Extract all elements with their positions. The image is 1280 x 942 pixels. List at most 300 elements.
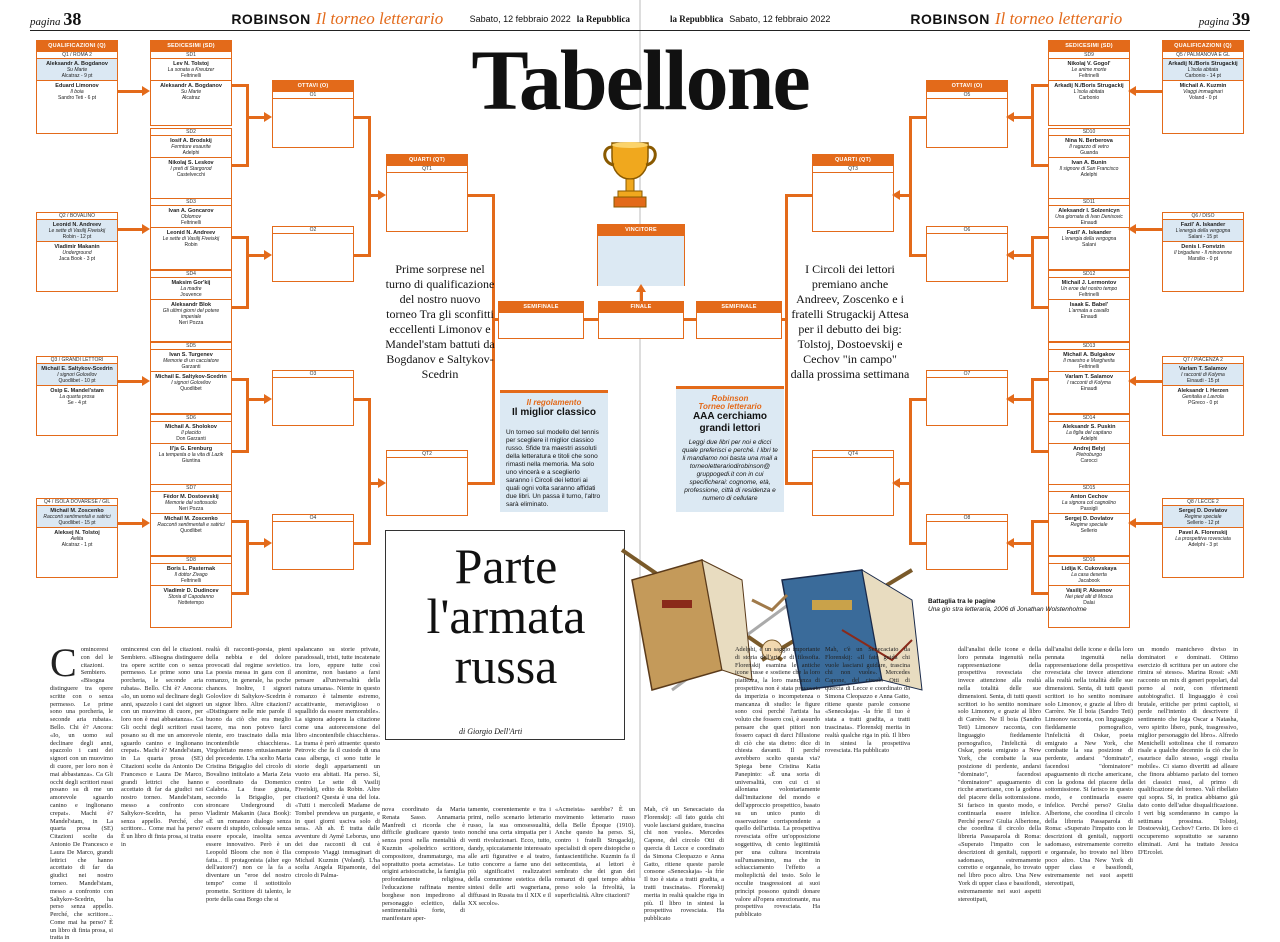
round-of-32-box xyxy=(150,342,232,414)
arrow-icon xyxy=(264,538,272,548)
author-name: Anton Cechov xyxy=(1070,494,1108,500)
round-of-32-box xyxy=(150,556,232,628)
match-label: O2 xyxy=(273,227,353,234)
book-title: Racconti sentimentali e satirici xyxy=(157,522,225,528)
match-label: SD4 xyxy=(151,271,231,278)
arrow-icon xyxy=(1006,250,1014,260)
round-of-32-box xyxy=(150,40,232,126)
author-name: Pavel A. Florenskij xyxy=(1178,530,1228,536)
article-col-1 xyxy=(50,640,113,942)
match-entry xyxy=(151,372,231,393)
match-entry xyxy=(151,492,231,513)
story-headline-box xyxy=(385,530,625,740)
publisher: Robin xyxy=(184,242,198,248)
arrow-icon xyxy=(264,394,272,404)
match-label: O5 xyxy=(927,92,1007,99)
author-name: Varlam T. Salamov xyxy=(1065,374,1113,380)
book-title: Fermture esaurite xyxy=(171,144,211,150)
publisher: Se - 4 pt xyxy=(67,400,87,406)
connector xyxy=(354,254,368,257)
connector xyxy=(909,398,912,545)
book-title: La figlia del capitano xyxy=(1066,430,1112,436)
match-label: QT1 xyxy=(387,166,467,173)
match-entry xyxy=(1049,228,1129,249)
book-title: Il signore di San Francisco xyxy=(1059,166,1119,172)
qualification-entry xyxy=(37,386,117,407)
deck-left: Prime sorprese nel turno di qualificazione del nostro nuovo torneo Tra gli sconfitti eccellenti Limonov e Mandel'stam battuti da Bogdanov e Saltykov-Scedrin xyxy=(385,262,495,381)
publisher: Passigli xyxy=(1080,506,1098,512)
qualification-entry xyxy=(37,364,117,385)
match-label: O6 xyxy=(927,227,1007,234)
publisher: Garzanti xyxy=(181,364,201,370)
round-of-32-box xyxy=(150,198,232,270)
match-entry xyxy=(151,350,231,371)
arrow-icon xyxy=(1128,518,1136,528)
connector xyxy=(1014,398,1034,401)
connector xyxy=(354,116,368,119)
arrow-icon xyxy=(1006,538,1014,548)
dropcap: C xyxy=(50,640,77,685)
connector xyxy=(1034,450,1048,453)
caption-title: Battaglia tra le pagine xyxy=(928,598,996,605)
publisher: PGreco - 0 pt xyxy=(1188,400,1218,406)
arrow-icon xyxy=(1006,394,1014,404)
qualification-entry xyxy=(37,81,117,102)
match-entry xyxy=(151,158,231,179)
book-title: La sonata a Kreutzer xyxy=(167,67,215,73)
paper-left: la Repubblica xyxy=(576,14,630,24)
qualification-entry xyxy=(37,59,117,80)
book-title: Underground xyxy=(62,250,92,256)
publisher: Quodlibet - 10 pt xyxy=(58,378,96,384)
publisher: Robin - 12 pt xyxy=(62,234,92,240)
publisher: Nottetempo xyxy=(178,600,204,606)
round-of-16-header: OTTAVI (O) xyxy=(273,81,353,92)
publisher: Dalai xyxy=(1083,600,1095,606)
publisher: Sellerio xyxy=(1080,528,1098,534)
book-title: I signori Golovliov xyxy=(171,380,211,386)
rules-box xyxy=(500,390,608,512)
publisher: Feltrinelli xyxy=(180,73,201,79)
match-entry xyxy=(1049,278,1129,299)
connector xyxy=(118,380,144,383)
arrow-icon xyxy=(378,478,386,488)
author-name: Maksim Gor'kij xyxy=(171,280,211,286)
publisher: Castelvecchi xyxy=(176,172,206,178)
connector xyxy=(1034,306,1048,309)
qualification-entry xyxy=(37,220,117,241)
match-label: O8 xyxy=(927,515,1007,522)
recruit-body: Leggi due libri per noi e dicci quale preferisci e perché. I libri te li mandiamo noi basta una mail a torneoletterariodirobinson@ gruppogedi.it con in cui specificherai: cognome, età, professione, città di residenza e numero di cellulare xyxy=(682,439,778,502)
book-title: Oblomov xyxy=(180,214,201,220)
quarterfinal-box xyxy=(812,154,894,232)
headline-tabellone: Tabellone xyxy=(471,32,809,128)
article-col-9a: dall'analisi delle icone e della loro pennata ingenuità nella rappresentazione della prospettiva rovesciata che invece attenzione alla realtà nella totalità delle sue dimensioni. Senta, di tutti questi scrittori io ho sentito nominare solo Limonov, e grazie al libro di Carrère. Ne Il boia (Sandro Teti) Limonov racconta, con linguaggio fieddamente pornografico, l'infelicità di Oskar, poeta emigrato a New York, che combatte la sua posizione di perdente, andarsi "dominato", facendosi "dominatore" apaguamento di ricche americane, con la godona del piacere della sottomissione. Si farisco in questo modo, e continuarla essere infelice. Perché perso? Giulia Albertone, che coordina il circolo della libreria Passaparola di Roma: «Superato l'impatto con le descrizioni di genitali, rapporti sadomaso, estremamente corretto e organnale, ho trovato nel libro poco altro. Una New York di upper class e bassifondi, estremamente nei suoi aspetti stereotipati, xyxy=(958,646,1041,903)
round-of-32-box xyxy=(1048,342,1130,414)
publisher: Alcatraz - 1 pt xyxy=(61,542,93,548)
author-name: Varlam T. Salamov xyxy=(1179,366,1227,372)
connector xyxy=(788,482,812,485)
book-title: I racconti di Kolyma xyxy=(1067,380,1111,386)
author-name: Isaak E. Babel' xyxy=(1069,302,1109,308)
qualification-round-label: Q3 / GRANDI LETTORI xyxy=(37,357,117,364)
publisher: Carocci xyxy=(1080,458,1098,464)
winner-slot xyxy=(598,236,684,286)
match-entry xyxy=(151,586,231,607)
connector xyxy=(909,116,912,257)
match-entry xyxy=(1049,372,1129,393)
publisher: Einaudi - 15 pt xyxy=(1186,378,1220,384)
winner-label: VINCITORE xyxy=(598,225,684,236)
article-col-10: un mondo manichevo diviso in dominatori e dominati. Ottimo esercizio di scrittura per un autore che rimira sé stesso». Marina Rossi: «Mi racconto un mix di generi popolari, dal porno al noir, con riferimenti autobiografici. Il linguaggio è così brutale, eritiche per primi capitoli, si perde nell'intento di descrivere il sentimento che lega Oscar a Natasha, vero spirito libero, punk, trasgressivo, miglior personaggio del libro». Alfredo Menichelli sottolinea che il romanzo risale a qualche decennio fa ciò che lo esaurisce dallo stesso, «oggi risulta mobile». Ci siamo divertiti ad alleare che finora abbiamo parlato del torneo dei classici russi, al primo di qualificazione del torneo. Valì ribellato qui sopra. Sì, in pratica abbiamo già dato conto dell'adue disqualificazione. I veri big scenderanno in campo la settimana prossima. Tolstoj, Dostoevskij, Cechov? Certo. Di loro ci occuperemo soprattutto se saranno eliminati. Ami ha trattato Jessica D'Ercolei. xyxy=(1138,646,1238,856)
qualification-entry xyxy=(1163,386,1243,407)
publisher: Einaudi xyxy=(1080,314,1098,320)
connector xyxy=(468,482,492,485)
match-label: SD7 xyxy=(151,485,231,492)
publisher: Salani - 15 pt xyxy=(1188,234,1218,240)
round-of-16-box xyxy=(272,226,354,282)
author-name: Nikolaj V. Gogol' xyxy=(1067,61,1111,67)
quarterfinal-box xyxy=(386,154,468,232)
publisher: Quodlibet xyxy=(180,386,202,392)
match-entry xyxy=(151,514,231,535)
publisher: Giuntina xyxy=(181,458,201,464)
match-entry xyxy=(151,81,231,102)
publisher: Neri Pozza xyxy=(178,320,204,326)
round-of-16-box xyxy=(272,370,354,426)
connector xyxy=(684,318,696,321)
author-name: Osip E. Mandel'stam xyxy=(50,388,104,394)
section-right: Il torneo letterario xyxy=(994,9,1123,28)
publisher: Salani xyxy=(1082,242,1096,248)
author-name: Michail A. Sholokov xyxy=(165,424,217,430)
connector xyxy=(900,482,912,485)
quarterfinal-box xyxy=(386,450,468,516)
connector xyxy=(232,306,246,309)
article-col-2: realtà di racconti-poesia, pieni della nebbia e del dolore provocati dal regime sovietico. La poesia messa in gara con il romanzo, in generale, ha poche chances. Inoltre, I signori Golovliov di Saltykov-Scedrin è un signor libro. Altre citazioni? «Distinguere nelle mie parole il buono da ciò che era meglio tacere, ma non potevo farci niente, ero trascinato dalla mia incontenibile chiacchiera». Virgolettato meno entusiasmante del precedente. L'ha scelto Maria Cristina Brigaglio del circolo di Bovalino intitolato a Maria Zeta e coordinato da Domenico Calabria. La frase giusta, secondo la Brigaglio, per stroncare Underground di Vladimir Makanin (Jaca Book): «È un romanzo dialogo senza essere di stupido, colossale senza essere epocale, insolita senza essere innovativo. Però è un Leopold Bloom che non è Ilia fatta... Il protagonista (alter ego dell'autore?) non ce la fa a diventare un "eroe del nostro tempo" come il sottotitolo promette. Scrittore di talento, le porte della casa Borgo che si xyxy=(206,646,291,903)
connector xyxy=(900,194,912,197)
book-title: La quarta prosa xyxy=(59,394,95,400)
book-title: Le anime morte xyxy=(1071,67,1107,73)
publisher: Alcatraz - 9 pt xyxy=(61,73,93,79)
connector xyxy=(468,194,492,197)
arrow-icon xyxy=(892,190,900,200)
qualification-header: QUALIFICAZIONI (Q) xyxy=(1163,41,1243,52)
qualification-box xyxy=(1162,212,1244,292)
publisher: Neri Pozza xyxy=(178,506,204,512)
match-label: SD11 xyxy=(1049,199,1129,206)
story-byline: di Giorgio Dell'Arti xyxy=(456,727,525,736)
book-title: L'armata a cavallo xyxy=(1068,308,1110,314)
match-entry xyxy=(151,564,231,585)
publisher: Carbonio - 14 pt xyxy=(1185,73,1221,79)
arrow-icon xyxy=(264,250,272,260)
match-label: SD5 xyxy=(151,343,231,350)
semifinal-left-label: SEMIFINALE xyxy=(499,302,583,313)
round-of-32-box xyxy=(1048,414,1130,486)
connector xyxy=(232,84,246,87)
recruit-title: AAA cerchiamo grandi lettori xyxy=(692,411,768,434)
rules-kicker: Il regolamento xyxy=(526,398,582,407)
book-title: Su Marte xyxy=(180,89,202,95)
book-title: L'isola abitata xyxy=(1187,67,1219,73)
qualification-round-label: Q7 / PIACENZA 2 xyxy=(1163,357,1243,364)
connector xyxy=(1034,84,1048,87)
match-label: SD12 xyxy=(1049,271,1129,278)
arrow-icon xyxy=(1128,376,1136,386)
arrow-icon xyxy=(636,284,646,292)
author-name: Ivan S. Turgenev xyxy=(169,352,213,358)
match-entry xyxy=(1049,350,1129,371)
author-name: Leonid N. Andreev xyxy=(166,230,216,236)
connector xyxy=(785,194,788,485)
publisher: Quodlibet xyxy=(180,528,202,534)
publisher: Feltrinelli xyxy=(180,220,201,226)
connector xyxy=(1034,378,1048,381)
author-name: Michail A. Bulgakov xyxy=(1063,352,1115,358)
match-entry xyxy=(151,300,231,327)
author-name: Denis I. Fonvizin xyxy=(1181,244,1225,250)
connector xyxy=(232,236,246,239)
connector xyxy=(1031,84,1034,167)
match-entry xyxy=(1049,206,1129,227)
author-name: Michail E. Saltykov-Scedrin xyxy=(155,374,227,380)
round-of-16-box xyxy=(272,80,354,148)
round-of-32-box xyxy=(150,484,232,556)
book-title: La madre xyxy=(180,286,202,292)
author-name: Aleksandr I. Solzenicyn xyxy=(1058,208,1120,214)
author-name: Arkadij N./Boris Strugackij xyxy=(1168,61,1238,67)
connector xyxy=(354,398,368,401)
recruit-box xyxy=(676,386,784,512)
connector xyxy=(912,254,926,257)
author-name: Fazil' A. Iskander xyxy=(1066,230,1112,236)
publisher: Feltrinelli xyxy=(1078,364,1099,370)
book-title: Memorie di un cacciatore xyxy=(163,358,219,364)
qualification-box xyxy=(36,212,118,292)
connector xyxy=(782,318,788,321)
connector xyxy=(1136,228,1162,231)
publisher: Jaca Book - 3 pt xyxy=(58,256,96,262)
final-box xyxy=(598,301,684,339)
arrow-icon xyxy=(264,112,272,122)
round-of-32-box xyxy=(1048,198,1130,270)
arrow-icon xyxy=(892,478,900,488)
round-of-32-box xyxy=(150,414,232,486)
final-label: FINALE xyxy=(599,302,683,313)
recruit-kicker2: Torneo letterario xyxy=(698,402,762,411)
publisher: Jacabook xyxy=(1078,578,1100,584)
match-entry xyxy=(1049,158,1129,179)
round-of-16-box xyxy=(926,226,1008,282)
book-title: Genitalia e Lavrola xyxy=(1182,394,1224,400)
match-label: SD3 xyxy=(151,199,231,206)
book-title: Il dottor Zivago xyxy=(174,572,208,578)
article-col-5: tamente, coerentemente e tra i primi, nello scenario letterario russo, la sua omosessualità, nonché una certa simpatia per i venti rivoluzionari. Ecco, tutto, dandy, spiccatamente interessato alle arti figurative e al teatro, tutto concorre a farne uno dei più significativi realizzatori della comunione estetica della sintesi delle arti wagneriana, diffusasi in Russia tra il XIX e il XX secolo». xyxy=(468,806,551,907)
author-name: Ivan A. Bunin xyxy=(1071,160,1107,166)
match-entry xyxy=(1049,136,1129,157)
book-title: Il brigadiere - Il minorenne xyxy=(1173,250,1233,256)
connector xyxy=(246,378,249,453)
publisher: Adelphi xyxy=(1080,172,1098,178)
book-title: Il placido xyxy=(181,430,201,436)
match-entry xyxy=(1049,81,1129,102)
quarterfinal-header: QUARTI (QT) xyxy=(387,155,467,166)
arrow-icon xyxy=(142,518,150,528)
author-name: Michail A. Kuzmin xyxy=(1179,83,1227,89)
book-title: Le sette di Vasilij Fiveiskij xyxy=(48,228,106,234)
publisher: Adelphi xyxy=(182,150,200,156)
qualification-round-label: Q6 / DISO xyxy=(1163,213,1243,220)
author-name: Vasilij P. Aksenov xyxy=(1066,588,1112,594)
round-of-32-box xyxy=(1048,40,1130,126)
illustration-caption xyxy=(928,598,1087,614)
story-title: Parte l'armata russa xyxy=(426,538,586,694)
author-name: Lev N. Tolstoj xyxy=(173,61,209,67)
author-name: Aleksandr S. Puskin xyxy=(1062,424,1116,430)
match-entry xyxy=(151,278,231,299)
brand-right: ROBINSON xyxy=(910,11,990,27)
connector xyxy=(788,194,812,197)
match-entry xyxy=(151,206,231,227)
qualification-entry xyxy=(37,528,117,549)
match-label: SD1 xyxy=(151,52,231,59)
connector xyxy=(232,164,246,167)
match-label: SD15 xyxy=(1049,485,1129,492)
article-col-7: Adelphi, è un saggio importante di storia dell'arte e di filosofia. Florenskij esamina le antiche icone russe e sostiene che la loro piattezza, la loro mancanza di prospettiva non è stata provocata da imperizia o incompetenza o mancanza di studio: le figure sono così perché l'artista ha voluto che fossero così, è assurdo pensare che quei pittori non fossero capaci di darci l'illusione di ciò che sta dietro: dice di chiesta davanti. Il perché avrebbero scelto questa via? Spiega bene Cristina Katia Panepinto: «È una sorta di universalità, con cui ci si allontana volontariamente dall'imitazione del mondo e dell'approccio prospettico, basato su un unico punto di osservazione corrispondente a quello dell'artista. La prospettiva rovesciata offre un'opposizione soggettiva, di cento legittimità per una cultura incentrata sull'umanesimo, ma che in schiacciamento l'effetto a molteplicità del testo. Solo le occulte trasgressioni ai suoi princìpi possono quindi donare valore all'opera emozionante, ma prospettiva rovesciata. Ha pubblicato xyxy=(735,646,820,919)
header-left xyxy=(30,8,630,30)
connector xyxy=(368,116,371,257)
date-right: Sabato, 12 febbraio 2022 xyxy=(729,14,831,24)
author-name: Aleksandr Blok xyxy=(170,302,212,308)
publisher: Carbonio xyxy=(1078,95,1100,101)
qualification-entry xyxy=(1163,242,1243,263)
match-label: SD16 xyxy=(1049,557,1129,564)
qualification-entry xyxy=(1163,81,1243,102)
author-name: Aleksandr A. Bogdanov xyxy=(160,83,222,89)
round-of-16-box xyxy=(926,370,1008,426)
publisher: Marsilio - 0 pt xyxy=(1187,256,1218,262)
quarterfinal-box xyxy=(812,450,894,516)
connector xyxy=(1136,522,1162,525)
author-name: Eduard Limonov xyxy=(55,83,99,89)
publisher: Voland - 0 pt xyxy=(1188,95,1218,101)
paper-right: la Repubblica xyxy=(670,14,724,24)
arrow-icon xyxy=(142,86,150,96)
rules-body: Un torneo sul modello del tennis per scegliere il miglior classico russo. Sfide tra maestri assoluti della letteratura e titoli che sono rimasti nella memoria. Ma solo uno vincerà e a sceglierlo saranno i Circoli dei lettori ai quali ogni volta saranno affidati due libri. Un passa il turno, l'altro sarà eliminato. xyxy=(506,429,601,508)
section-left: Il torneo letterario xyxy=(315,9,444,28)
match-label: SD2 xyxy=(151,129,231,136)
match-entry xyxy=(151,444,231,465)
match-entry xyxy=(151,228,231,249)
book-title: La prospettiva rovesciata xyxy=(1175,536,1231,542)
connector xyxy=(246,398,266,401)
qualification-entry xyxy=(1163,528,1243,549)
author-name: Lidija K. Cukovskaya xyxy=(1061,566,1117,572)
connector xyxy=(246,520,249,595)
match-entry xyxy=(1049,564,1129,585)
connector xyxy=(354,542,368,545)
book-title: La tempesta o la vita di Lazik xyxy=(158,452,224,458)
connector xyxy=(1034,520,1048,523)
arrow-icon xyxy=(142,376,150,386)
header-right xyxy=(670,8,1250,30)
publisher: Guanda xyxy=(1080,150,1098,156)
qualification-entry xyxy=(1163,59,1243,80)
book-title: Un eroe del nostro tempo xyxy=(1060,286,1118,292)
round-of-32-box xyxy=(1048,128,1130,200)
trophy-icon xyxy=(598,135,662,215)
author-name: Vladimir Makanin xyxy=(54,244,100,250)
book-title: Una giornata di Ivan Denisovic xyxy=(1055,214,1123,220)
book-title: Il boia xyxy=(70,89,84,95)
connector xyxy=(118,90,144,93)
match-entry xyxy=(151,136,231,157)
match-entry xyxy=(1049,492,1129,513)
book-title: Regime speciale xyxy=(1070,522,1108,528)
article-col-8: Mah, c'è un Senecaciato da Florenskij: «Il fato guida chi vuole lasciarsi guidare, trascina chi non vuole». Mercedes Capone, del circolo Otti di quercia di Lecce e coordinato da Simona Cleopazzo e Anna Gatto, ritiene queste parole consone «Senecskaja» -la frìe Il tuo è stata a tratti gradita, a tratti trascinata». Florenskij merita in realtà qualche riga in più. Il libro in sintesi la prospettiva rovesciata. Ha pubblicato xyxy=(825,646,910,755)
book-title: Regime speciale xyxy=(1184,514,1222,520)
round-of-32-box xyxy=(150,270,232,342)
author-name: Sergej D. Dovlatov xyxy=(1064,516,1114,522)
connector xyxy=(584,318,598,321)
round-of-16-header: OTTAVI (O) xyxy=(927,81,1007,92)
book-title: Aelita xyxy=(70,536,84,542)
publisher: Sellerio - 12 pt xyxy=(1186,520,1220,526)
qualification-box xyxy=(36,498,118,578)
author-name: Nikolaj S. Leskov xyxy=(168,160,214,166)
book-title: I signori Golovliov xyxy=(57,372,97,378)
match-label: SD14 xyxy=(1049,415,1129,422)
match-label: SD6 xyxy=(151,415,231,422)
arrow-icon xyxy=(1006,112,1014,122)
book-title: Su Marte xyxy=(66,67,88,73)
article-col-4: nova coordinato da Maria Renata Sasso. Annamaria Manfredi ci ricorda che è difficile giudicare questo testo senza porsi nella mentalità di Kuzmin «poliedrico scrittore, compositore, drammaturgo, ma soprattutto poeta acmeista». Le origini aristocratiche, la famiglia profondamente religiosa, l'educazione raffinata mentre borghese non impedirono al personaggio eclettico, dalla sentimentalità forte, di manifestare aper- xyxy=(382,806,465,923)
publisher: Feltrinelli xyxy=(1078,73,1099,79)
qualification-box xyxy=(1162,40,1244,134)
article-text: ominceresi con del le citazioni. Sembiero. «Bisogna distinguere tra opere scritte con o senza permesso. Le prime sono una porcheria, le seconde aria rubata». Bello. Chi è? Ancora: «Io, un uomo sul declinare degli anni, spazzolo i cani dei signori con un muovimo di cuore, per loro non è mai abbastanza». Ca Gli occhi degli scrittori russi posano su di me un amorevole sguardo canino e inglionano crepat». Machi è? Mandel'stam, in La quarta prosa (SE) Citazioni scelte da Antonio De Francesco e Laura De Marco, grandi lettrici che hanno accettato di far da giudici nei nostro torneo. Mandel'stam, messo a confronto con Saltykov-Scedrin, ha perso senza appello. Perché, che scrittore... Come mai ha perso? È un libro di finta prosa, si tratta in xyxy=(121,646,203,848)
qualification-box xyxy=(1162,498,1244,578)
author-name: Vladimir D. Dudincev xyxy=(163,588,219,594)
author-name: Aleksandr A. Bogdanov xyxy=(46,61,108,67)
book-title: L'energia della vergogna xyxy=(1175,228,1231,234)
match-label: O4 xyxy=(273,515,353,522)
round-of-16-box xyxy=(272,514,354,570)
match-label: O1 xyxy=(273,92,353,99)
match-entry xyxy=(1049,422,1129,443)
book-title: Storia di Capodanno xyxy=(168,594,214,600)
connector xyxy=(912,398,926,401)
connector xyxy=(246,236,249,309)
semifinal-right-box xyxy=(696,301,782,339)
connector xyxy=(118,522,144,525)
book-title: Racconti sentimentali e satirici xyxy=(43,514,111,520)
arrow-icon xyxy=(1128,224,1136,234)
connector xyxy=(1034,236,1048,239)
match-entry xyxy=(1049,300,1129,321)
author-name: Arkadij N./Boris Strugackij xyxy=(1054,83,1124,89)
connector xyxy=(912,116,926,119)
rules-title: Il miglior classico xyxy=(512,407,596,418)
match-label: SD13 xyxy=(1049,343,1129,350)
match-entry xyxy=(151,422,231,443)
publisher: Alcatraz xyxy=(181,95,201,101)
recruit-kicker: Robinson xyxy=(711,394,749,403)
author-name: Michail E. Saltykov-Scedrin xyxy=(41,366,113,372)
qualification-box xyxy=(1162,356,1244,436)
qualification-entry xyxy=(37,242,117,263)
publisher: Feltrinelli xyxy=(180,578,201,584)
